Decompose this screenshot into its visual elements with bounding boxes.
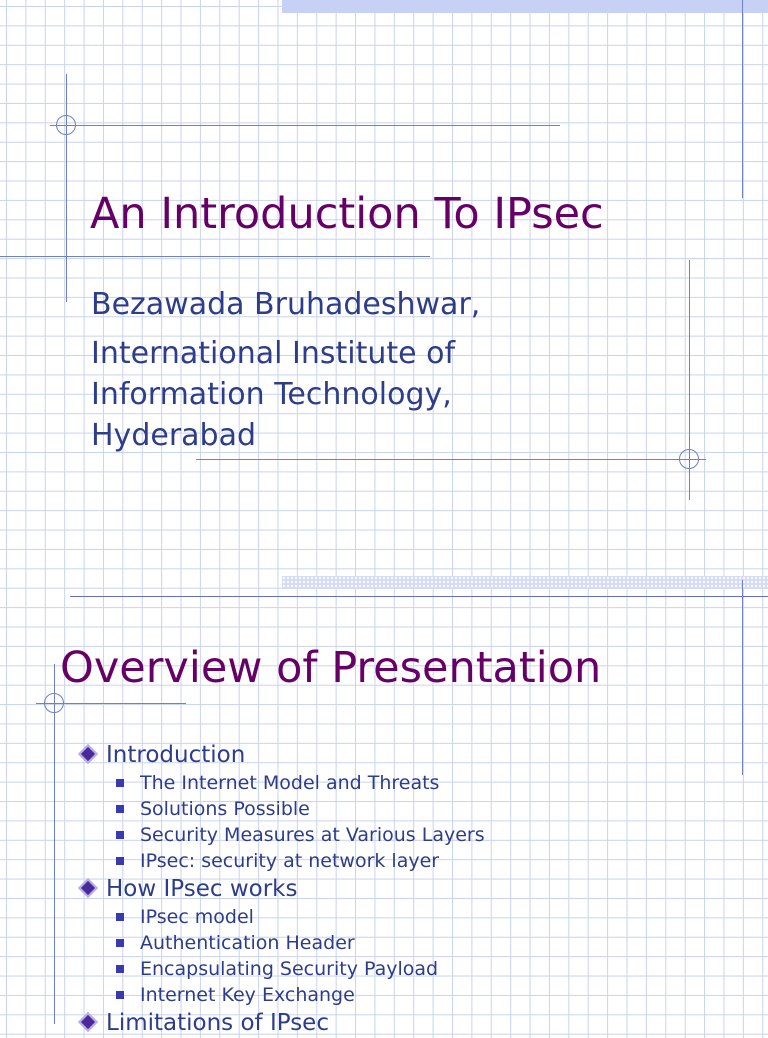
list-item (76, 956, 485, 982)
square-bullet-icon (116, 831, 124, 839)
list-item-label: Encapsulating Security Payload (140, 958, 439, 980)
diamond-bullet-icon (78, 878, 98, 898)
square-bullet-icon (116, 913, 124, 921)
slide2-right-vertical-rule (742, 580, 743, 775)
list-item-label: Security Measures at Various Layers (140, 824, 485, 846)
list-item (76, 982, 485, 1008)
list-item (76, 796, 485, 822)
square-bullet-icon (116, 965, 124, 973)
list-item (76, 822, 485, 848)
list-item-label: Solutions Possible (140, 798, 310, 820)
square-bullet-icon (116, 805, 124, 813)
list-item-label: IPsec model (140, 906, 254, 928)
section-label: How IPsec works (106, 876, 298, 902)
square-bullet-icon (116, 939, 124, 947)
author-name: Bezawada Bruhadeshwar, (91, 287, 481, 322)
overview-outline (76, 740, 485, 1038)
slide2-left-vertical-rule (54, 664, 55, 1024)
section-heading (76, 874, 485, 904)
list-item (76, 848, 485, 874)
list-item (76, 904, 485, 930)
overview-title: Overview of Presentation (60, 643, 602, 693)
slide-title: An Introduction To IPsec (90, 189, 604, 239)
list-item (76, 930, 485, 956)
list-item-label: Authentication Header (140, 932, 355, 954)
mid-horizontal-rule (0, 256, 430, 257)
outline-section (76, 874, 485, 1008)
outline-section (76, 1008, 485, 1038)
right-vertical-rule (742, 0, 743, 198)
slide2-top-band (282, 576, 768, 589)
square-bullet-icon (116, 779, 124, 787)
crosshair-circle-bottom (679, 449, 699, 469)
list-item-label: The Internet Model and Threats (140, 772, 440, 794)
crosshair-circle-top (56, 115, 76, 135)
list-item (76, 770, 485, 796)
affiliation: International Institute of Information Technology, Hyderabad (91, 336, 456, 453)
section-heading (76, 1008, 485, 1038)
square-bullet-icon (116, 991, 124, 999)
section-heading (76, 740, 485, 770)
list-item-label: IPsec: security at network layer (140, 850, 440, 872)
upper-horizontal-rule (50, 125, 560, 126)
outline-section (76, 740, 485, 874)
list-item-label: Internet Key Exchange (140, 984, 355, 1006)
diamond-bullet-icon (78, 1012, 98, 1032)
diamond-bullet-icon (78, 744, 98, 764)
section-label: Introduction (106, 742, 246, 768)
left-vertical-rule (66, 74, 67, 302)
slide-divider (70, 596, 768, 597)
section-label: Limitations of IPsec (106, 1010, 329, 1036)
square-bullet-icon (116, 857, 124, 865)
top-accent-band (282, 0, 768, 13)
lower-horizontal-rule (196, 459, 706, 460)
slide2-crosshair-circle (44, 693, 64, 713)
